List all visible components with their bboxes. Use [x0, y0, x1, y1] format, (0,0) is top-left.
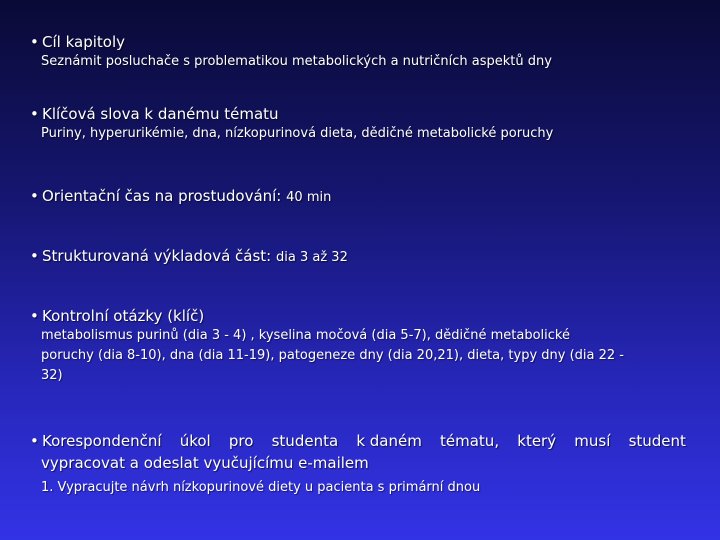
section-time: [30, 186, 690, 208]
structure-value: dia 3 až 32: [276, 250, 348, 265]
goal-heading: • Cíl kapitoly: [30, 33, 125, 51]
bullet: •: [30, 105, 39, 123]
bullet: •: [30, 432, 39, 450]
assignment-heading-line-2: vypracovat a odeslat vyučujícímu e-mailem: [41, 454, 369, 472]
assignment-heading: [30, 430, 686, 474]
bullet: •: [30, 187, 39, 205]
time-value: 40 min: [286, 190, 332, 205]
bullet: •: [30, 33, 39, 51]
bullet: •: [30, 307, 39, 325]
bullet: •: [30, 247, 39, 265]
assignment-text: 1. Vypracujte návrh nízkopurinové diety u pacienta s primární dnou: [41, 480, 481, 495]
questions-heading: • Kontrolní otázky (klíč): [30, 307, 205, 325]
assignment-heading-line-1: • Korespondenční úkol pro studenta k daném tématu, který musí student: [30, 432, 686, 450]
section-goal: [30, 32, 690, 72]
structure-heading: • Strukturovaná výkladová část: dia 3 až 32: [30, 247, 348, 265]
questions-line-3: 32): [41, 368, 63, 383]
questions-line-1: metabolismus purinů (dia 3 - 4) , kyselina močová (dia 5-7), dědičné metabolické: [41, 328, 570, 343]
keywords-text: Puriny, hyperurikémie, dna, nízkopurinová dieta, dědičné metabolické poruchy: [41, 126, 554, 141]
section-assignment: [30, 430, 686, 498]
questions-line-2: poruchy (dia 8-10), dna (dia 11-19), patogeneze dny (dia 20,21), dieta, typy dny (dia 22 -: [41, 348, 625, 363]
section-questions: [30, 306, 690, 386]
section-keywords: [30, 104, 690, 144]
section-structure: [30, 246, 690, 268]
time-heading: • Orientační čas na prostudování: 40 min: [30, 187, 332, 205]
keywords-heading: • Klíčová slova k danému tématu: [30, 105, 279, 123]
goal-text: Seznámit posluchače s problematikou metabolických a nutričních aspektů dny: [41, 54, 552, 69]
